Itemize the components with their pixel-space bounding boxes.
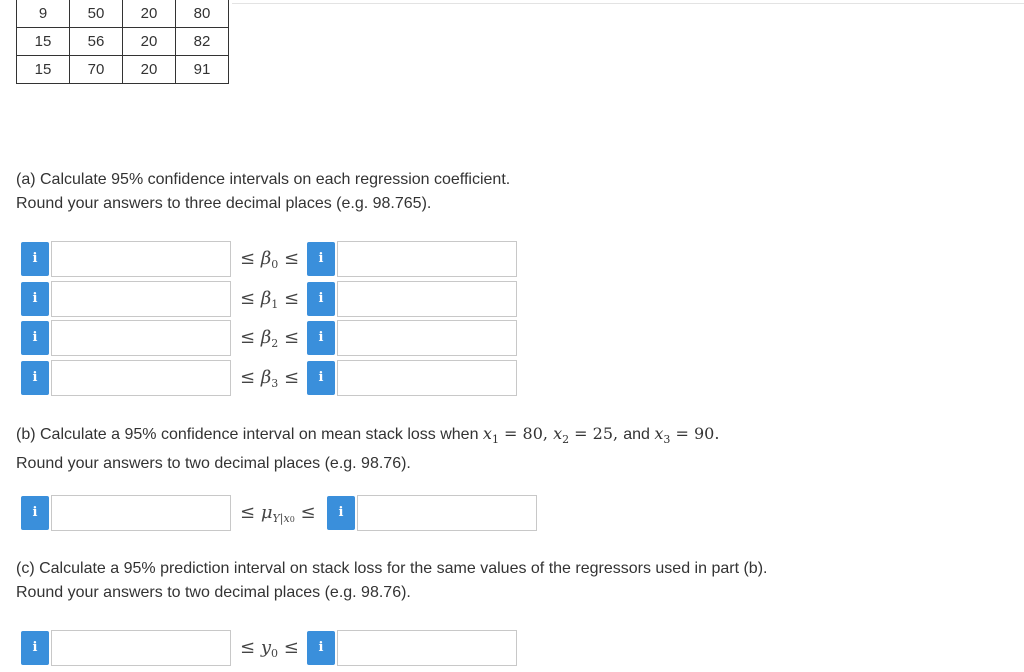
part-c-prompt (16, 557, 767, 605)
info-icon[interactable]: i (21, 496, 49, 530)
prediction-upper-input[interactable] (337, 630, 517, 666)
part-a-rounding: Round your answers to three decimal places (e.g. 98.765). (16, 195, 432, 212)
table-row (17, 56, 229, 84)
info-icon[interactable]: i (21, 242, 49, 276)
table-cell: 20 (123, 56, 176, 84)
table-cell: 20 (123, 28, 176, 56)
part-c-rounding: Round your answers to two decimal places (e.g. 98.76). (16, 584, 411, 601)
x2-value: 25 (592, 424, 614, 443)
beta2-upper-input[interactable] (337, 320, 517, 356)
beta3-relation: ≤ $\beta_3$ ≤ (240, 367, 300, 390)
info-icon[interactable]: i (307, 321, 335, 355)
beta1-lower-input[interactable] (51, 281, 231, 317)
table-cell: 80 (176, 0, 229, 28)
beta1-relation: ≤ $\beta_1$ ≤ (240, 288, 300, 311)
info-icon[interactable]: i (307, 242, 335, 276)
table-cell: 9 (17, 0, 70, 28)
mean-lower-input[interactable] (51, 495, 231, 531)
beta0-lower-input[interactable] (51, 241, 231, 277)
table-row (17, 28, 229, 56)
info-icon[interactable]: i (21, 321, 49, 355)
part-c-question: (c) Calculate a 95% prediction interval on stack loss for the same values of the regressors used in part (b). (16, 560, 768, 577)
table-cell: 91 (176, 56, 229, 84)
top-divider (232, 3, 1024, 4)
table-cell: 15 (17, 28, 70, 56)
info-icon[interactable]: i (307, 282, 335, 316)
beta2-relation: ≤ $\beta_2$ ≤ (240, 327, 300, 350)
beta2-lower-input[interactable] (51, 320, 231, 356)
prediction-relation: ≤ $y_0$ ≤ (240, 637, 299, 660)
info-icon[interactable]: i (21, 631, 49, 665)
regressor-values: $x_1 = 80$, $x_2 = 25$, (482, 424, 624, 447)
table-cell: 70 (70, 56, 123, 84)
beta0-upper-input[interactable] (337, 241, 517, 277)
part-a-question: (a) Calculate 95% confidence intervals on each regression coefficient. (16, 171, 511, 188)
part-b-question-text: (b) Calculate a 95% confidence interval on mean stack loss when (16, 426, 483, 443)
part-a-prompt (16, 168, 510, 216)
table-cell: 15 (17, 56, 70, 84)
beta0-relation: ≤ $\beta_0$ ≤ (240, 248, 300, 271)
info-icon[interactable]: i (21, 282, 49, 316)
mean-relation: ≤ $\mu_{Y|x0}$ ≤ (240, 502, 316, 525)
info-icon[interactable]: i (327, 496, 355, 530)
part-b-question: (b) Calculate a 95% confidence interval on mean stack loss when $x_1 = 80$, $x_2 = 25$, and $x_3 = 90$. (16, 424, 720, 447)
info-icon[interactable]: i (307, 361, 335, 395)
part-b-rounding: Round your answers to two decimal places (e.g. 98.76). (16, 455, 411, 473)
data-table (16, 0, 229, 84)
info-icon[interactable]: i (21, 361, 49, 395)
x3-value: 90 (693, 424, 715, 443)
beta1-upper-input[interactable] (337, 281, 517, 317)
info-icon[interactable]: i (307, 631, 335, 665)
table-cell: 56 (70, 28, 123, 56)
x1-value: 80 (522, 424, 543, 443)
and-text: and (623, 426, 650, 443)
table-row (17, 0, 229, 28)
table-cell: 50 (70, 0, 123, 28)
beta3-upper-input[interactable] (337, 360, 517, 396)
part-b-prompt (16, 422, 719, 476)
prediction-lower-input[interactable] (51, 630, 231, 666)
table-cell: 82 (176, 28, 229, 56)
mean-upper-input[interactable] (357, 495, 537, 531)
table-cell: 20 (123, 0, 176, 28)
beta3-lower-input[interactable] (51, 360, 231, 396)
